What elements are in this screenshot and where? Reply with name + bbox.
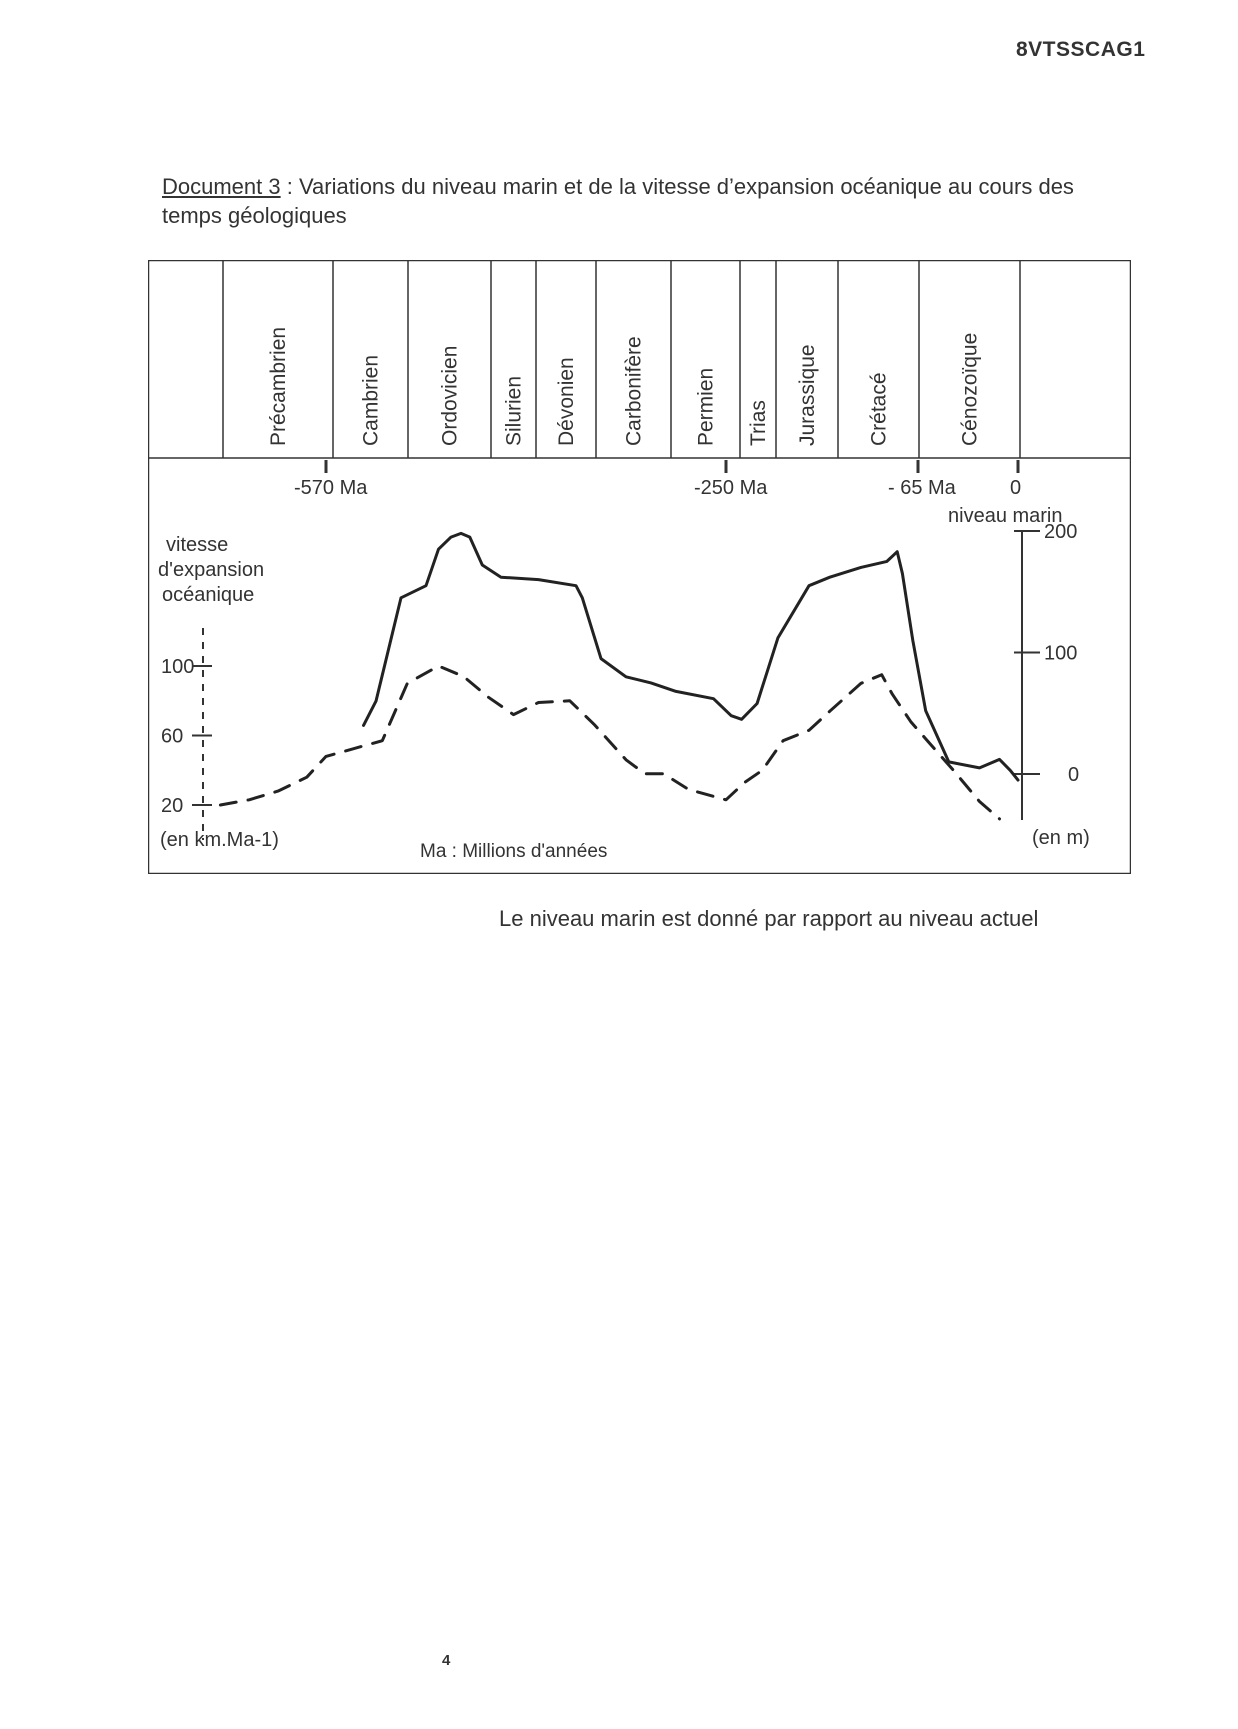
chart-note: Ma : Millions d'années xyxy=(420,841,608,862)
period-label: Jurassique xyxy=(796,344,819,446)
period-label: Précambrien xyxy=(267,326,290,446)
document-code: 8VTSSCAG1 xyxy=(1016,38,1146,61)
right-axis-unit: (en m) xyxy=(1032,827,1090,849)
title-text: Variations du niveau marin et de la vitesse d’expansion océanique au cours des temps géologiques xyxy=(162,174,1074,228)
left-tick-label: 100 xyxy=(161,656,195,678)
left-axis-label-1: vitesse xyxy=(166,534,229,556)
time-marker-label: -250 Ma xyxy=(694,477,768,499)
right-tick-label: 200 xyxy=(1044,521,1078,543)
period-label: Cénozoïque xyxy=(958,332,982,446)
period-label: Crétacé xyxy=(867,372,891,446)
document-title xyxy=(162,172,1122,230)
left-axis-label-3: océanique xyxy=(162,584,255,606)
chart-svg xyxy=(148,260,1131,874)
period-label: Permien xyxy=(694,367,718,446)
right-tick-label: 100 xyxy=(1044,642,1078,665)
document-label: Document 3 xyxy=(162,174,281,199)
left-tick-label: 20 xyxy=(161,795,184,817)
chart-figure xyxy=(148,260,1131,874)
period-label: Silurien xyxy=(502,375,526,446)
right-axis-label: niveau marin xyxy=(948,505,1063,527)
period-headers xyxy=(223,260,1020,458)
figure-caption: Le niveau marin est donné par rapport au niveau actuel xyxy=(499,906,1039,931)
left-axis-label-2: d'expansion xyxy=(158,559,265,581)
time-markers xyxy=(294,460,1021,499)
period-label: Cambrien xyxy=(359,354,383,446)
period-label: Ordovicien xyxy=(438,345,462,446)
left-axis-unit: (en km.Ma-1) xyxy=(160,829,279,851)
period-label: Carbonifère xyxy=(622,336,646,446)
series-line-expansion-speed xyxy=(220,666,999,819)
series-group xyxy=(220,533,1018,819)
period-label: Trias xyxy=(747,400,770,446)
left-axis-ticks xyxy=(161,656,212,817)
time-marker-label: - 65 Ma xyxy=(888,477,956,499)
time-marker-label: -570 Ma xyxy=(294,477,368,499)
right-tick-label: 0 xyxy=(1068,764,1080,786)
left-tick-label: 60 xyxy=(161,725,184,748)
title-separator: : xyxy=(280,174,299,199)
time-marker-label: 0 xyxy=(1010,477,1022,499)
right-axis-ticks xyxy=(1014,521,1079,786)
series-line-sea-level xyxy=(364,533,1019,780)
page-number: 4 xyxy=(442,1652,451,1669)
period-label: Dévonien xyxy=(555,357,578,446)
